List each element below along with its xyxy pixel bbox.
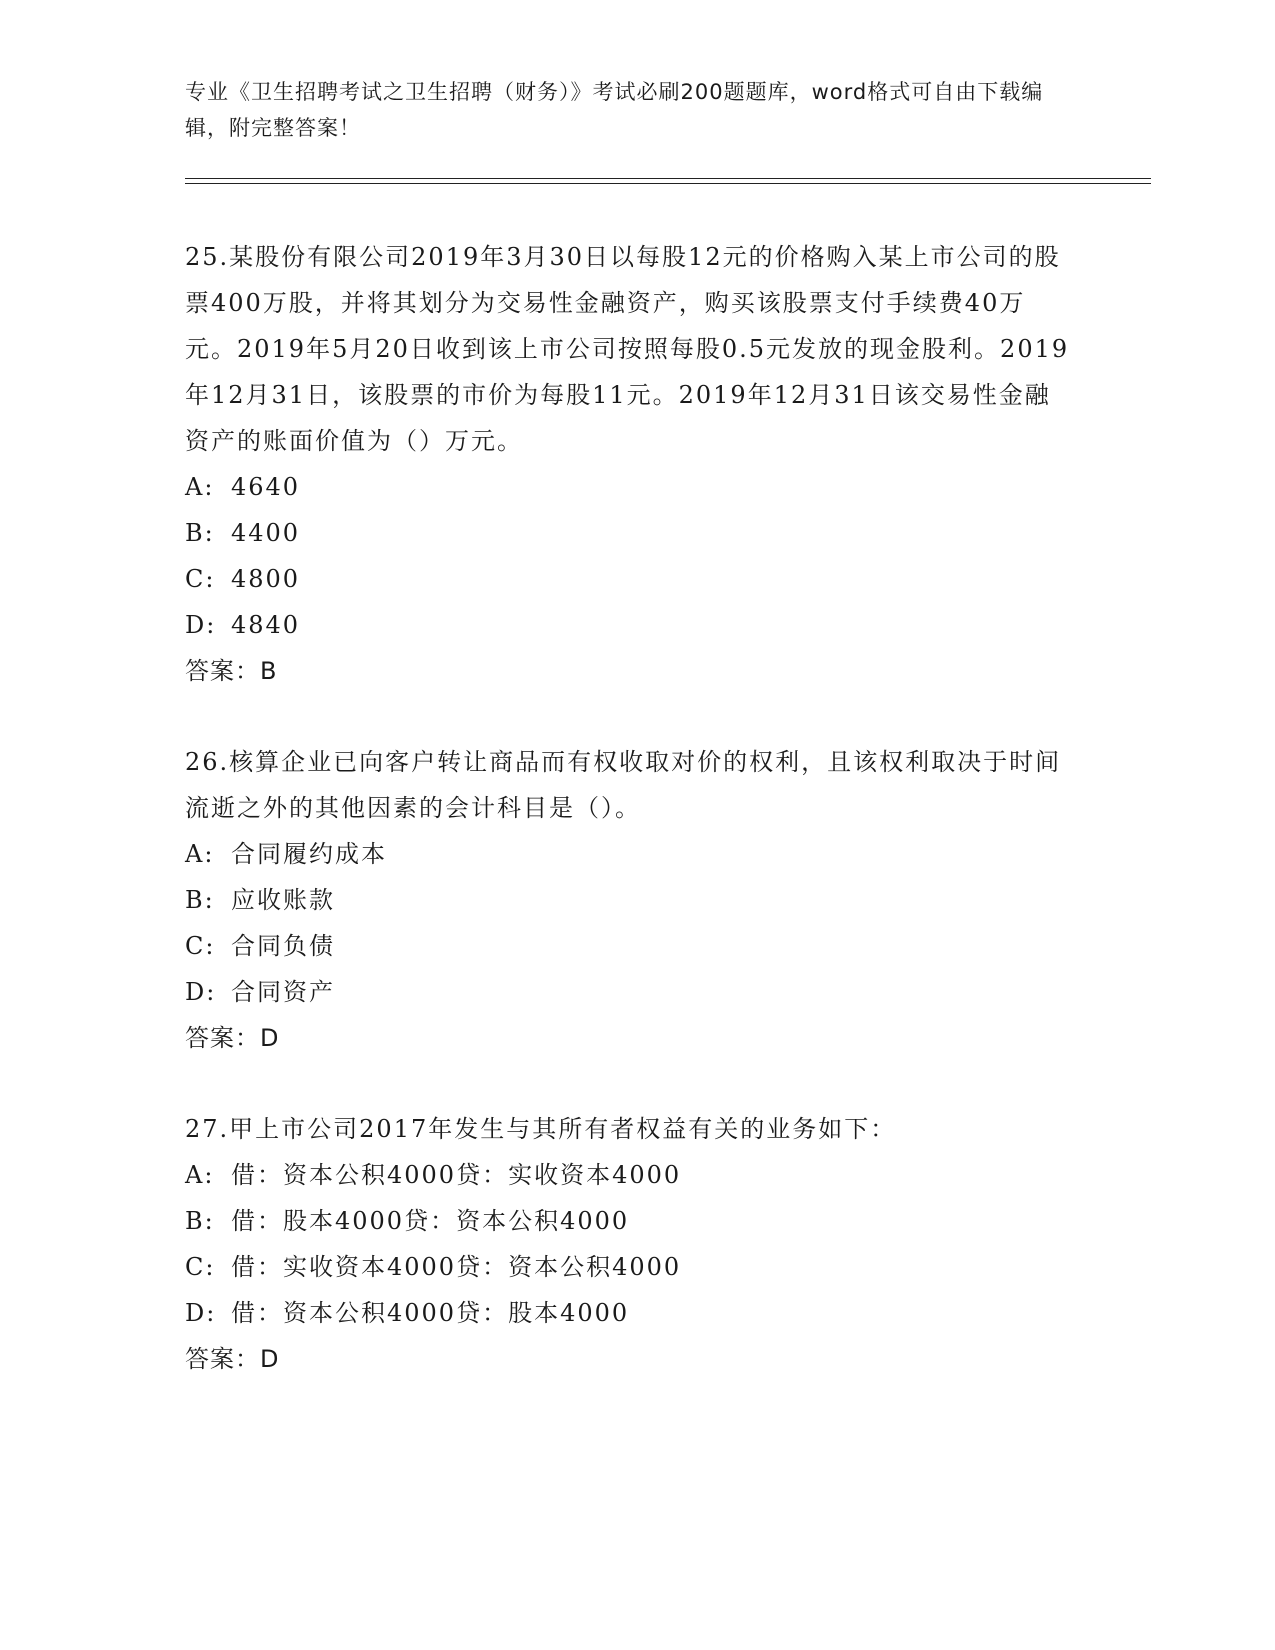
question-stem: 27.甲上市公司2017年发生与其所有者权益有关的业务如下： [185, 1115, 897, 1143]
answer-line: 答案：B [185, 657, 278, 685]
question-25 [185, 234, 1075, 694]
header-divider-bottom [185, 183, 1151, 184]
option-text: 4800 [231, 565, 301, 593]
question-26 [185, 739, 1075, 1061]
option-a [185, 831, 1075, 877]
option-letter: B: [185, 886, 215, 914]
option-letter: A: [185, 1161, 215, 1189]
option-c [185, 556, 1075, 602]
option-letter: A: [185, 840, 215, 868]
option-letter: D: [185, 611, 217, 639]
option-b [185, 510, 1075, 556]
option-letter: B: [185, 519, 215, 547]
option-text: 4840 [231, 611, 301, 639]
option-text: 借：股本4000贷：资本公积4000 [231, 1207, 630, 1235]
option-text: 合同资产 [231, 978, 335, 1006]
question-stem: 25.某股份有限公司2019年3月30日以每股12元的价格购入某上市公司的股票400万股，并将其划分为交易性金融资产，购买该股票支付手续费40万元。2019年5月20日收到该上市公司按照每股0.5元发放的现金股利。2019年12月31日，该股票的市价为每股11元。2019年12月31日该交易性金融资产的账面价值为（）万元。 [185, 243, 1070, 455]
header-divider-top [185, 178, 1151, 179]
question-list [185, 234, 1075, 1427]
option-letter: C: [185, 1253, 216, 1281]
option-text: 借：实收资本4000贷：资本公积4000 [231, 1253, 682, 1281]
option-b [185, 877, 1075, 923]
question-27 [185, 1106, 1075, 1382]
option-text: 4400 [231, 519, 301, 547]
option-text: 4640 [231, 473, 301, 501]
option-c [185, 1244, 1075, 1290]
option-letter: D: [185, 978, 217, 1006]
option-letter: B: [185, 1207, 215, 1235]
option-a [185, 1152, 1075, 1198]
option-b [185, 1198, 1075, 1244]
answer-line: 答案：D [185, 1345, 280, 1373]
option-c [185, 923, 1075, 969]
option-a [185, 464, 1075, 510]
option-letter: C: [185, 932, 216, 960]
option-letter: A: [185, 473, 215, 501]
option-d [185, 1290, 1075, 1336]
option-text: 应收账款 [231, 886, 335, 914]
question-stem: 26.核算企业已向客户转让商品而有权收取对价的权利，且该权利取决于时间流逝之外的其他因素的会计科目是（）。 [185, 748, 1062, 822]
option-d [185, 969, 1075, 1015]
option-text: 借：资本公积4000贷：股本4000 [231, 1299, 630, 1327]
answer-line: 答案：D [185, 1024, 280, 1052]
option-letter: C: [185, 565, 216, 593]
option-d [185, 602, 1075, 648]
option-text: 借：资本公积4000贷：实收资本4000 [231, 1161, 682, 1189]
option-text: 合同履约成本 [231, 840, 387, 868]
option-text: 合同负债 [231, 932, 335, 960]
document-title: 专业《卫生招聘考试之卫生招聘（财务）》考试必刷200题题库，word格式可自由下载编辑，附完整答案！ [185, 80, 1044, 140]
option-letter: D: [185, 1299, 217, 1327]
